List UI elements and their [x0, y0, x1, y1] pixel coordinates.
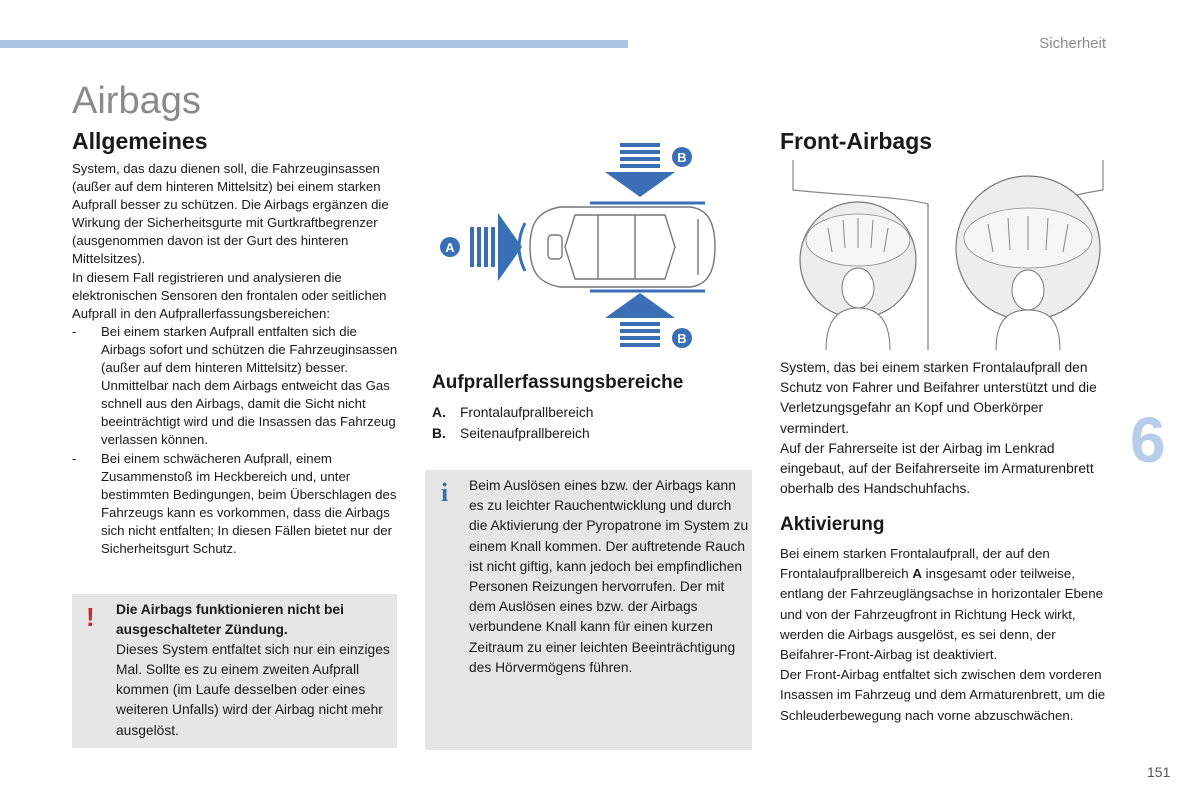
- front-paragraph: Auf der Fahrerseite ist der Airbag im Lenkrad eingebaut, auf der Beifahrerseite im Armaturenbrett oberhalb des Handschuhfachs.: [780, 440, 1094, 497]
- page-number: 151: [1147, 764, 1171, 780]
- label-a: A: [445, 240, 455, 255]
- list-item-text: Bei einem schwächeren Aufprall, einem Zusammenstoß im Heckbereich und, unter bestimmten Bedingungen, beim Überschlagen des Fahrzeugs kann es vorkommen, dass die Airbags sich nicht entfalten; In diesen Fällen bietet nur der Sicherheitsgurt Schutz.: [101, 450, 397, 556]
- info-icon: i: [441, 478, 449, 507]
- info-box: [425, 470, 752, 750]
- front-airbags-body: [780, 358, 1110, 499]
- dash-bullet: -: [72, 323, 77, 339]
- bottom-arrow-icon: [605, 293, 675, 347]
- front-airbags-heading: Front-Airbags: [780, 128, 933, 154]
- activation-paragraph: [780, 544, 1110, 665]
- list-item: [432, 423, 732, 444]
- zones-list: [432, 402, 732, 444]
- warning-body: Dieses System entfaltet sich nur ein einziges Mal. Sollte es zu einem zweiten Aufprall kommen (im Laufe desselben oder eines weiteren Unfalls) wird der Airbag nicht mehr ausgelöst.: [116, 642, 390, 738]
- zone-label: Seitenaufprallbereich: [460, 426, 590, 441]
- car-top-view-icon: [530, 207, 715, 287]
- zone-label: Frontalaufprallbereich: [460, 405, 594, 420]
- activation-body: [780, 544, 1110, 726]
- page-title: Airbags: [72, 80, 201, 122]
- warning-icon: !: [86, 602, 95, 632]
- warning-text: [116, 600, 391, 741]
- general-body: [72, 160, 402, 558]
- activation-heading: Aktivierung: [780, 514, 885, 535]
- zones-heading: Aufprallerfassungsbereiche: [432, 372, 684, 393]
- passenger-airbag-icon: [956, 176, 1100, 350]
- list-item-text: Bei einem starken Aufprall entfalten sich die Airbags sofort und schützen die Fahrzeuginsassen (außer auf dem hinteren Mittelsitz) besser. Unmittelbar nach dem Airbags entweicht das Gas schnell aus den Airbags, damit die Sicht nicht beeinträchtigt wird und die Insassen das Fahrzeug verlassen können.: [101, 323, 398, 448]
- general-paragraph: In diesem Fall registrieren und analysieren die elektronischen Sensoren den frontalen oder seitlichen Aufprall in den Aufprallerfassungsbereichen:: [72, 269, 387, 321]
- front-arrow-icon: [470, 213, 522, 281]
- driver-airbag-icon: [800, 202, 916, 350]
- label-b-bottom: B: [677, 331, 687, 346]
- front-paragraph: System, das bei einem starken Frontalaufprall den Schutz von Fahrer und Beifahrer unterstützt und die Verletzungsgefahr an Kopf und Oberkörper vermindert.: [780, 360, 1097, 436]
- list-item: [432, 402, 732, 423]
- label-b-top: B: [677, 150, 687, 165]
- list-item: [72, 450, 402, 559]
- header-bar: [0, 40, 628, 48]
- info-text: Beim Auslösen eines bzw. der Airbags kann es zu leichter Rauchentwicklung und durch die Aktivierung der Pyropatrone im System zu einem Knall kommen. Der auftretende Rauch ist nicht giftig, kann jedoch bei empfindlichen Personen Reizungen hervorrufen. Der mit dem Auslösen eines bzw. der Airbags verbundene Knall kann für einen kurzen Zeitraum zu einer leichten Beeinträchtigung des Hörvermögens führen.: [469, 478, 749, 675]
- dash-bullet: -: [72, 450, 77, 466]
- warning-bold: Die Airbags funktionieren nicht bei ausgeschalteter Zündung.: [116, 602, 344, 638]
- activation-text-post: insgesamt oder teilweise, entlang der Fahrzeuglängsachse in horizontaler Ebene und von der Fahrzeugfront in Richtung Heck wirkt, werden die Airbags ausgelöst, es sei denn, der Beifahrer-Front-Airbag ist deaktiviert.: [780, 566, 1104, 663]
- list-item: [72, 323, 402, 450]
- zone-key: A.: [432, 405, 446, 420]
- impact-zone-marks: [519, 203, 705, 291]
- chapter-number: 6: [1130, 404, 1166, 476]
- activation-zone-ref: A: [912, 566, 922, 582]
- general-heading: Allgemeines: [72, 128, 208, 154]
- activation-paragraph-2: Der Front-Airbag entfaltet sich zwischen dem vorderen Insassen im Fahrzeug und dem Armaturenbrett, um die Schleuderbewegung nach vorne abzuschwächen.: [780, 667, 1106, 723]
- zone-key: B.: [432, 426, 446, 441]
- general-paragraph: System, das dazu dienen soll, die Fahrzeuginsassen (außer auf dem hinteren Mittelsitz) bei einem starken Aufprall besser zu schützen. Die Airbags ergänzen die Wirkung der Sicherheitsgurte mit Gurtkraftbegrenzer (ausgenommen davon ist der Gurt des hinteren Mittelsitzes).: [72, 161, 389, 267]
- top-arrow-icon: [605, 143, 675, 197]
- section-name: Sicherheit: [1039, 35, 1106, 52]
- warning-box: [72, 594, 397, 748]
- front-airbag-illustration: [788, 160, 1108, 350]
- activation-text-pre: Bei einem starken Frontalaufprall, der auf den Frontalaufprallbereich: [780, 546, 1050, 582]
- impact-zones-diagram: [430, 135, 720, 355]
